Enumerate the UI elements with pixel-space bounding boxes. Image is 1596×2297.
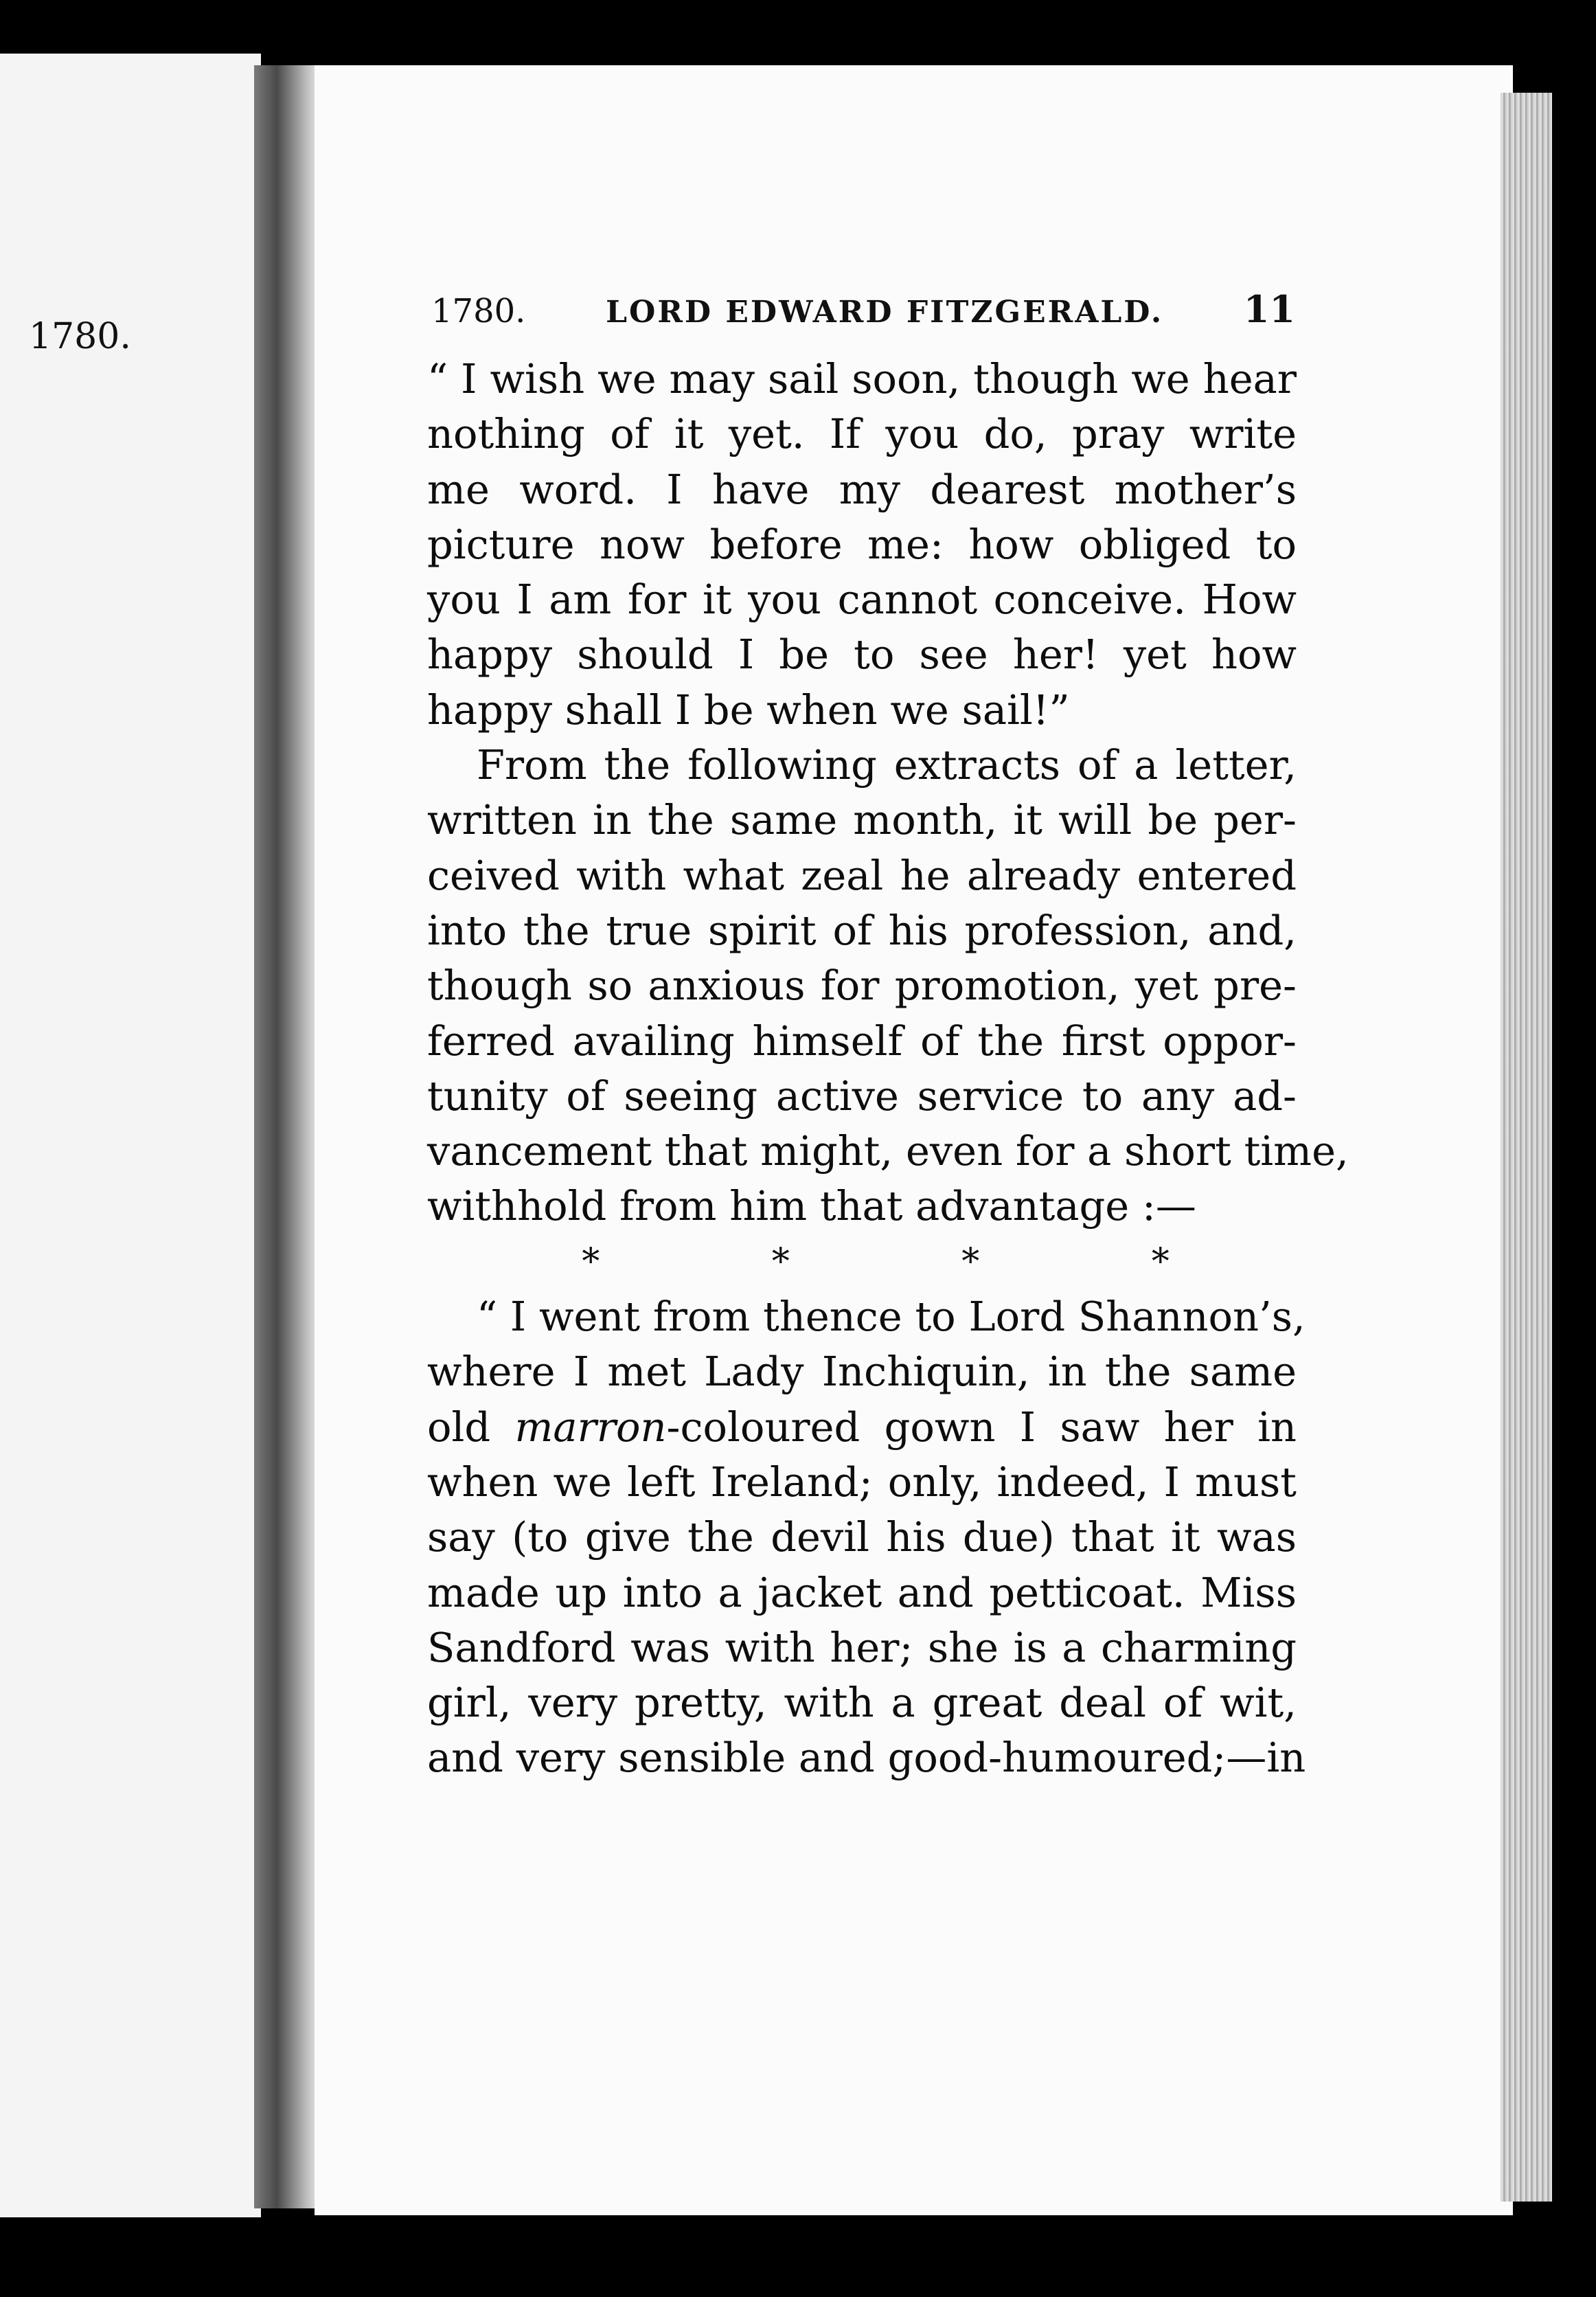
text-line-with-italic (427, 1400, 1297, 1455)
section-separator (427, 1234, 1297, 1289)
text-line: though so anxious for promotion, yet pre- (427, 962, 1297, 1010)
text-line: made up into a jacket and petticoat. Miss (427, 1568, 1297, 1616)
text-line: Sandford was with her; she is a charming (427, 1623, 1297, 1671)
text-line: nothing of it yet. If you do, pray write (427, 410, 1297, 458)
asterisk: * (961, 1241, 980, 1282)
text-line: into the true spirit of his profession, and, (427, 906, 1297, 954)
text-line: picture now before me: how obliged to (427, 520, 1297, 568)
asterisk: * (771, 1241, 790, 1282)
book-gutter-shadow (254, 65, 319, 2208)
text-line: ceived with what zeal he already entered (427, 851, 1297, 899)
text-line: “ I went from thence to Lord Shannon’s, (477, 1293, 1306, 1341)
text-line: ferred availing himself of the first oppor- (427, 1017, 1297, 1065)
italic-word: marron (514, 1403, 667, 1451)
running-head-year: 1780. (431, 292, 526, 330)
text-line: you I am for it you cannot conceive. How (427, 576, 1297, 624)
left-page (0, 54, 261, 2217)
text-line: withhold from him that advantage :— (427, 1182, 1196, 1230)
text-line: and very sensible and good-humoured;—in (427, 1734, 1306, 1782)
running-head-title: LORD EDWARD FITZGERALD. (606, 295, 1164, 330)
left-page-year: 1780. (29, 316, 131, 357)
text-line: where I met Lady Inchiquin, in the same (427, 1348, 1297, 1396)
asterisk: * (582, 1241, 600, 1282)
text-line: From the following extracts of a letter, (477, 741, 1297, 789)
text-line: happy should I be to see her! yet how (427, 631, 1297, 679)
running-head (431, 287, 1295, 331)
text-line: girl, very pretty, with a great deal of wit, (427, 1679, 1297, 1727)
text-line: vancement that might, even for a short time, (427, 1127, 1349, 1175)
text-line: happy shall I be when we sail!” (427, 686, 1070, 734)
page-number: 11 (1243, 287, 1295, 331)
text-segment: old (427, 1403, 515, 1451)
asterisk: * (1151, 1241, 1170, 1282)
body-text (427, 352, 1349, 1786)
text-line: tunity of seeing active service to any ad- (427, 1072, 1297, 1120)
text-line: me word. I have my dearest mother’s (427, 465, 1297, 513)
page-edge (1501, 93, 1552, 2202)
text-line: say (to give the devil his due) that it was (427, 1513, 1297, 1561)
text-line: “ I wish we may sail soon, though we hear (427, 355, 1297, 403)
text-line: when we left Ireland; only, indeed, I must (427, 1458, 1297, 1506)
text-line: written in the same month, it will be per- (427, 796, 1297, 844)
text-segment: -coloured gown I saw her in (666, 1403, 1297, 1451)
